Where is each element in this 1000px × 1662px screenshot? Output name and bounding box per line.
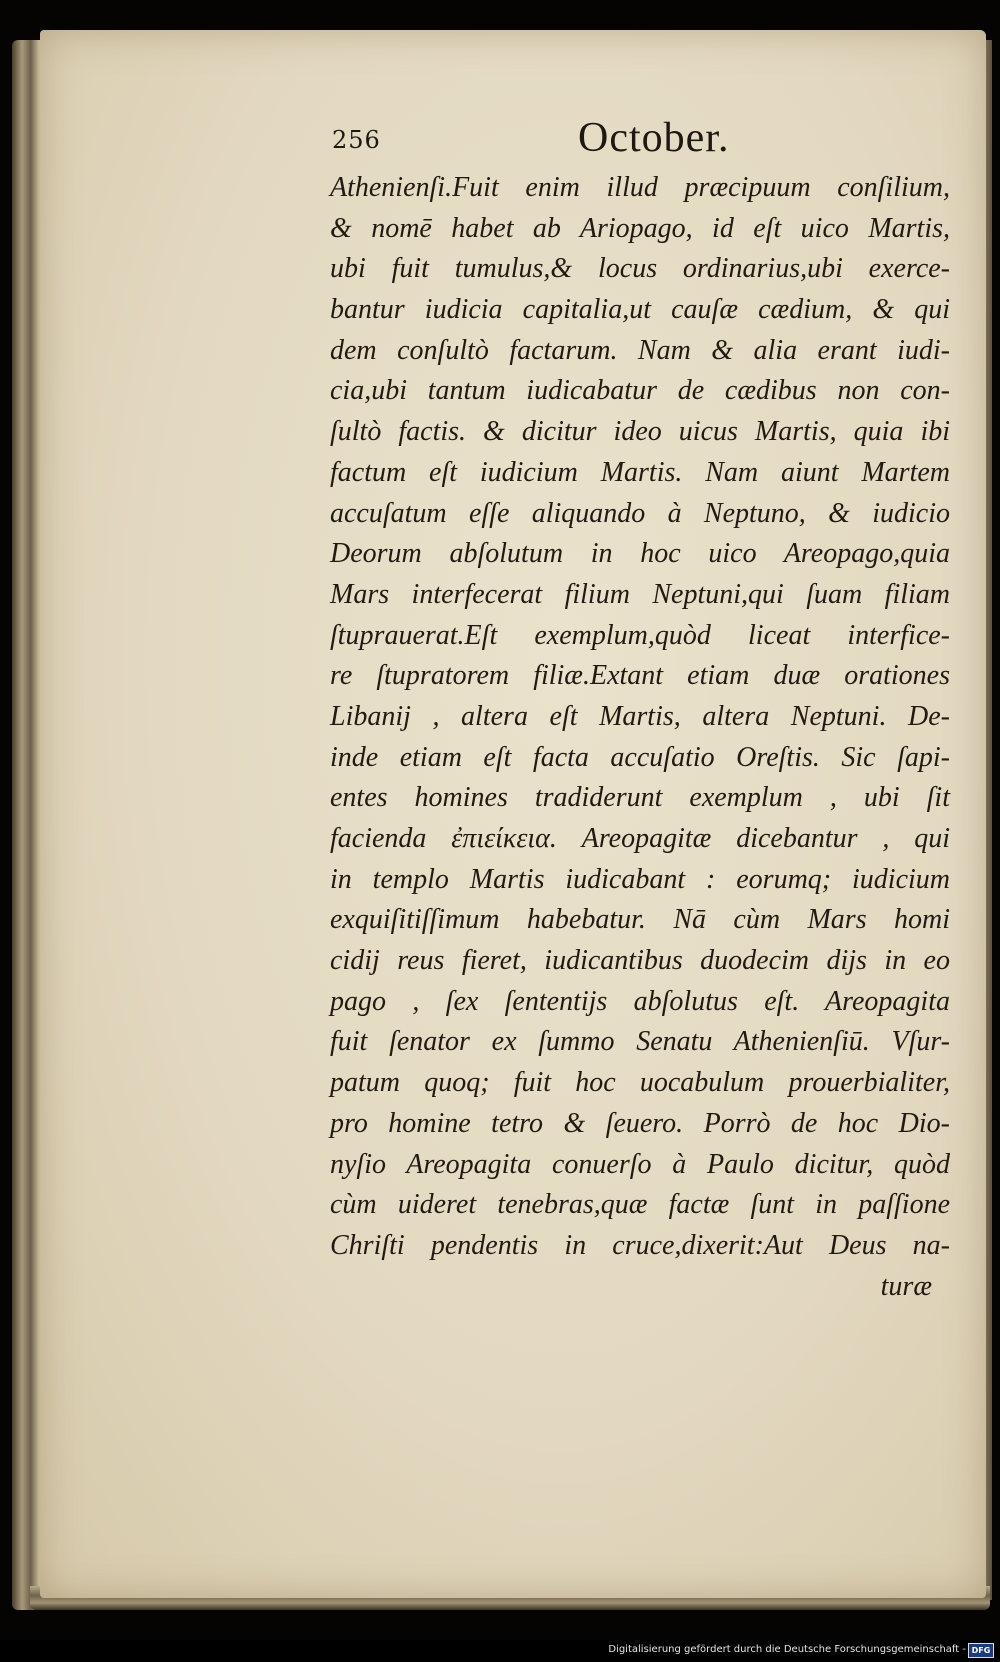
- catchword: turæ: [880, 1270, 932, 1302]
- text-line: re ſtupratorem filiæ.Extant etiam duæ orationes: [330, 660, 950, 692]
- text-line: dem conſultò factarum. Nam & alia erant iudi-: [330, 334, 950, 366]
- text-line: Libanij , altera eſt Martis, altera Neptuni. De-: [330, 700, 950, 732]
- text-line: Deorum abſolutum in hoc uico Areopago,quia: [330, 538, 950, 570]
- text-line: entes homines tradiderunt exemplum , ubi ſit: [330, 782, 950, 814]
- text-line: cia,ubi tantum iudicabatur de cædibus non con-: [330, 375, 950, 407]
- text-line: & nomē habet ab Ariopago, id eſt uico Martis,: [330, 212, 950, 244]
- text-line: in templo Martis iudicabant : eorumq; iudicium: [330, 863, 950, 895]
- text-line: cùm uideret tenebras,quæ factæ ſunt in paſſione: [330, 1189, 950, 1221]
- page-header: [332, 114, 952, 174]
- text-line: pro homine tetro & ſeuero. Porrò de hoc Dio-: [330, 1107, 950, 1139]
- footer-bar: [0, 1640, 1000, 1662]
- running-head: October.: [578, 115, 730, 161]
- text-line: pago , ſex ſententijs abſolutus eſt. Areopagita: [330, 985, 950, 1017]
- text-line: Chriſti pendentis in cruce,dixerit:Aut Deus na-: [330, 1229, 950, 1261]
- text-line: Mars interfecerat filium Neptuni,qui ſuam filiam: [330, 578, 950, 610]
- text-line: ſtuprauerat.Eſt exemplum,quòd liceat interfice-: [330, 619, 950, 651]
- page-number: 256: [332, 126, 381, 154]
- text-line: patum quoq; fuit hoc uocabulum prouerbialiter,: [330, 1067, 950, 1099]
- funding-credit: Digitalisierung gefördert durch die Deutsche Forschungsgemeinschaft -: [608, 1644, 966, 1655]
- text-line: inde etiam eſt facta accuſatio Oreſtis. Sic ſapi-: [330, 741, 950, 773]
- body-text: [330, 168, 950, 1307]
- text-line: Athenienſi.Fuit enim illud præcipuum conſilium,: [330, 172, 950, 203]
- text-line: facienda ἐπιείκεια. Areopagitæ dicebantur , qui: [330, 823, 950, 854]
- text-line: nyſio Areopagita conuerſo à Paulo dicitur, quòd: [330, 1148, 950, 1180]
- text-line: accuſatum eſſe aliquando à Neptuno, & iudicio: [330, 497, 950, 529]
- text-line: ſultò factis. & dicitur ideo uicus Martis, quia ibi: [330, 416, 950, 448]
- text-line: factum eſt iudicium Martis. Nam aiunt Martem: [330, 456, 950, 488]
- text-line: exquiſitiſſimum habebatur. Nā cùm Mars homi: [330, 904, 950, 936]
- text-line: bantur iudicia capitalia,ut cauſæ cædium, & qui: [330, 294, 950, 326]
- text-line: ubi fuit tumulus,& locus ordinarius,ubi exerce-: [330, 253, 950, 285]
- dfg-logo-icon: DFG: [968, 1643, 994, 1658]
- text-line: cidij reus fieret, iudicantibus duodecim dijs in eo: [330, 945, 950, 977]
- text-line: fuit ſenator ex ſummo Senatu Athenienſiū. Vſur-: [330, 1026, 950, 1058]
